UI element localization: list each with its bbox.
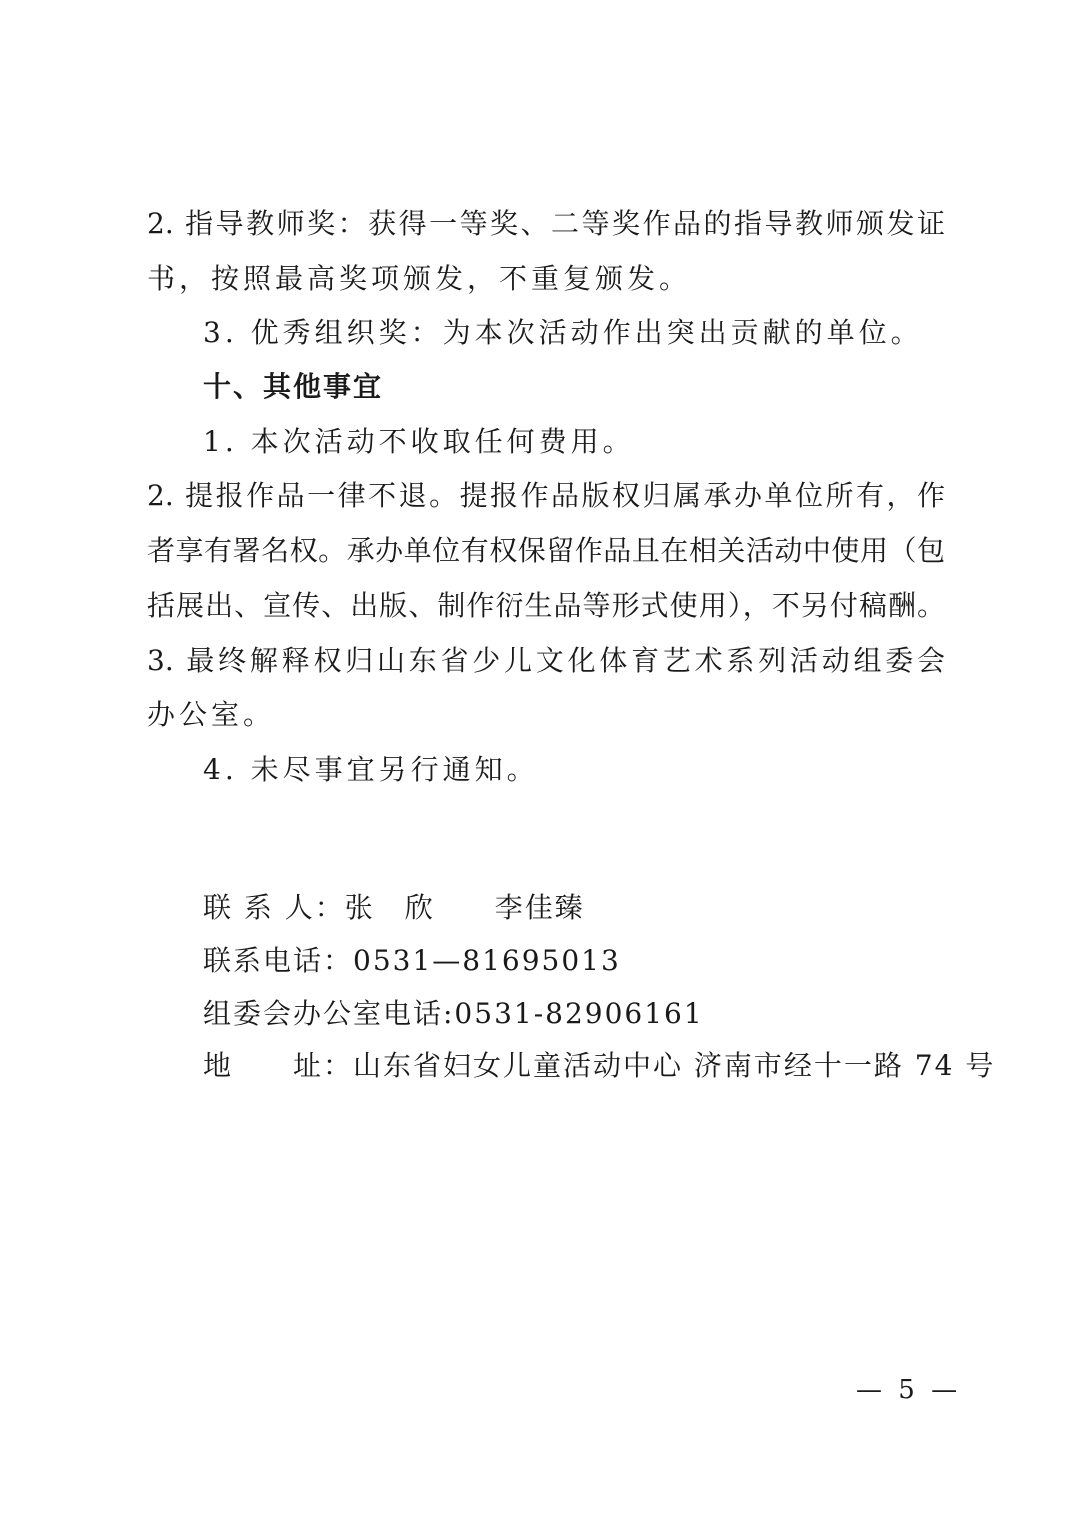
office-phone: 组委会办公室电话:0531-82906161 [203, 997, 704, 1030]
contact-address: 地 址：山东省妇女儿童活动中心 济南市经十一路 74 号 [203, 1049, 996, 1082]
contact-phone: 联系电话：0531—81695013 [203, 944, 621, 977]
contact-person: 联 系 人：张 欣 李佳臻 [203, 891, 585, 924]
item-2-line-1: 2. 提报作品一律不退。提报作品版权归属承办单位所有，作 [147, 479, 945, 512]
award-organization: 3. 优秀组织奖：为本次活动作出突出贡献的单位。 [203, 316, 923, 349]
item-4-notice: 4. 未尽事宜另行通知。 [203, 753, 539, 786]
item-1-no-fees: 1. 本次活动不收取任何费用。 [203, 425, 635, 458]
item-3-line-2: 办公室。 [147, 698, 276, 731]
item-2-line-3: 括展出、宣传、出版、制作衍生品等形式使用），不另付稿酬。 [147, 589, 945, 622]
section-heading-other-matters: 十、其他事宜 [203, 370, 384, 403]
award-teacher-line-2: 书，按照最高奖项颁发，不重复颁发。 [147, 262, 692, 295]
item-2-line-2: 者享有署名权。承办单位有权保留作品且在相关活动中使用（包 [147, 534, 945, 567]
item-3-line-1: 3. 最终解释权归山东省少儿文化体育艺术系列活动组委会 [147, 644, 945, 677]
award-teacher-line-1: 2. 指导教师奖：获得一等奖、二等奖作品的指导教师颁发证 [147, 207, 945, 240]
page-number: — 5 — [856, 1375, 962, 1405]
